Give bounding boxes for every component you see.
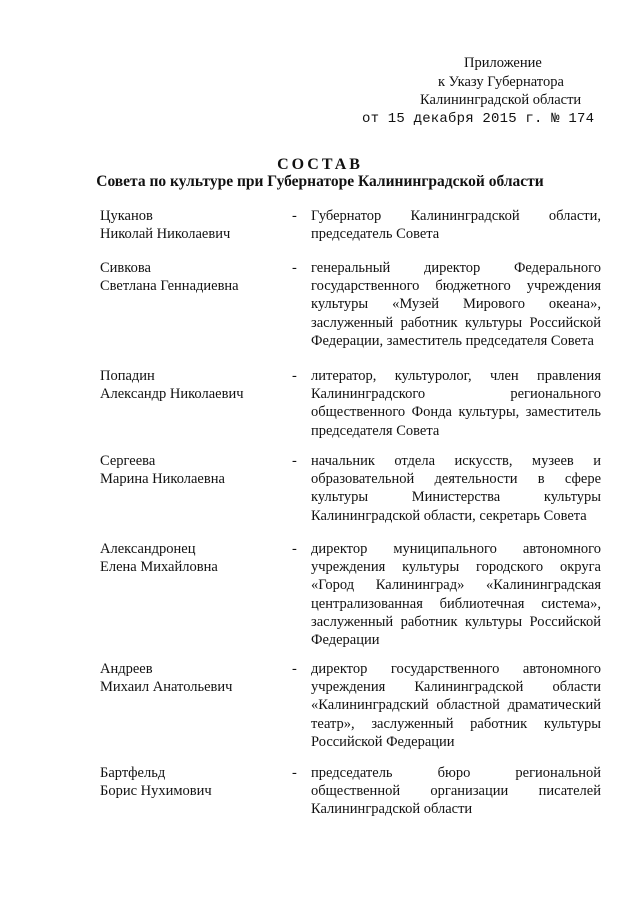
member-role: председатель бюро региональной общественной организации писателей Калининградской области	[311, 765, 601, 818]
member-surname: Андреев	[100, 661, 153, 677]
member-surname: Попадин	[100, 368, 155, 384]
member-role: генеральный директор Федерального государственного бюджетного учреждения культуры «Музей Мирового океана», заслуженный работник культуры Российской Федерации, заместитель председателя Совета	[311, 260, 601, 349]
member-role: директор государственного автономного учреждения Калининградской области «Калининградский областной драматический театр», заслуженный работник культуры Российской Федерации	[311, 661, 601, 750]
document-title: СОСТАВ	[277, 156, 363, 173]
member-name	[100, 259, 280, 295]
member-name	[100, 207, 280, 243]
member-role: директор муниципального автономного учреждения культуры городского округа «Город Калининград» «Калининградская централизованная библиотечная система», заслуженный работник культуры Российской Федерации	[311, 541, 601, 649]
member-dash: -	[292, 453, 297, 469]
member-given-name: Марина Николаевна	[100, 471, 225, 488]
member-surname: Александронец	[100, 541, 196, 557]
appendix-region: Калининградской области	[420, 92, 582, 108]
member-surname: Сивкова	[100, 260, 151, 276]
appendix-decree-ref: к Указу Губернатора	[438, 73, 564, 90]
member-name	[100, 540, 280, 576]
member-role: Губернатор Калининградской области, председатель Совета	[311, 208, 601, 243]
member-dash: -	[292, 208, 297, 224]
member-dash: -	[292, 368, 297, 384]
member-dash: -	[292, 260, 297, 276]
member-role: литератор, культуролог, член правления Калининградского регионального общественного Фонда культуры, заместитель председателя Совета	[311, 368, 601, 439]
member-given-name: Александр Николаевич	[100, 386, 244, 403]
appendix-header	[362, 54, 602, 128]
member-dash: -	[292, 541, 297, 557]
member-dash: -	[292, 765, 297, 781]
member-given-name: Елена Михайловна	[100, 559, 218, 576]
document-subtitle: Совета по культуре при Губернаторе Калининградской области	[96, 173, 544, 190]
member-given-name: Николай Николаевич	[100, 226, 231, 243]
member-name	[100, 660, 280, 696]
appendix-label: Приложение	[464, 55, 542, 71]
member-surname: Бартфельд	[100, 765, 166, 781]
member-name	[100, 764, 280, 800]
member-surname: Цуканов	[100, 208, 153, 224]
member-surname: Сергеева	[100, 453, 156, 469]
member-given-name: Михаил Анатольевич	[100, 679, 233, 696]
member-dash: -	[292, 661, 297, 677]
member-name	[100, 452, 280, 488]
appendix-date-number: от 15 декабря 2015 г. № 174	[362, 110, 595, 127]
member-role: начальник отдела искусств, музеев и образовательной деятельности в сфере культуры Министерства культуры Калининградской области, секретарь Совета	[311, 453, 601, 524]
member-given-name: Борис Нухимович	[100, 783, 212, 800]
member-name	[100, 367, 280, 403]
member-given-name: Светлана Геннадиевна	[100, 278, 239, 295]
